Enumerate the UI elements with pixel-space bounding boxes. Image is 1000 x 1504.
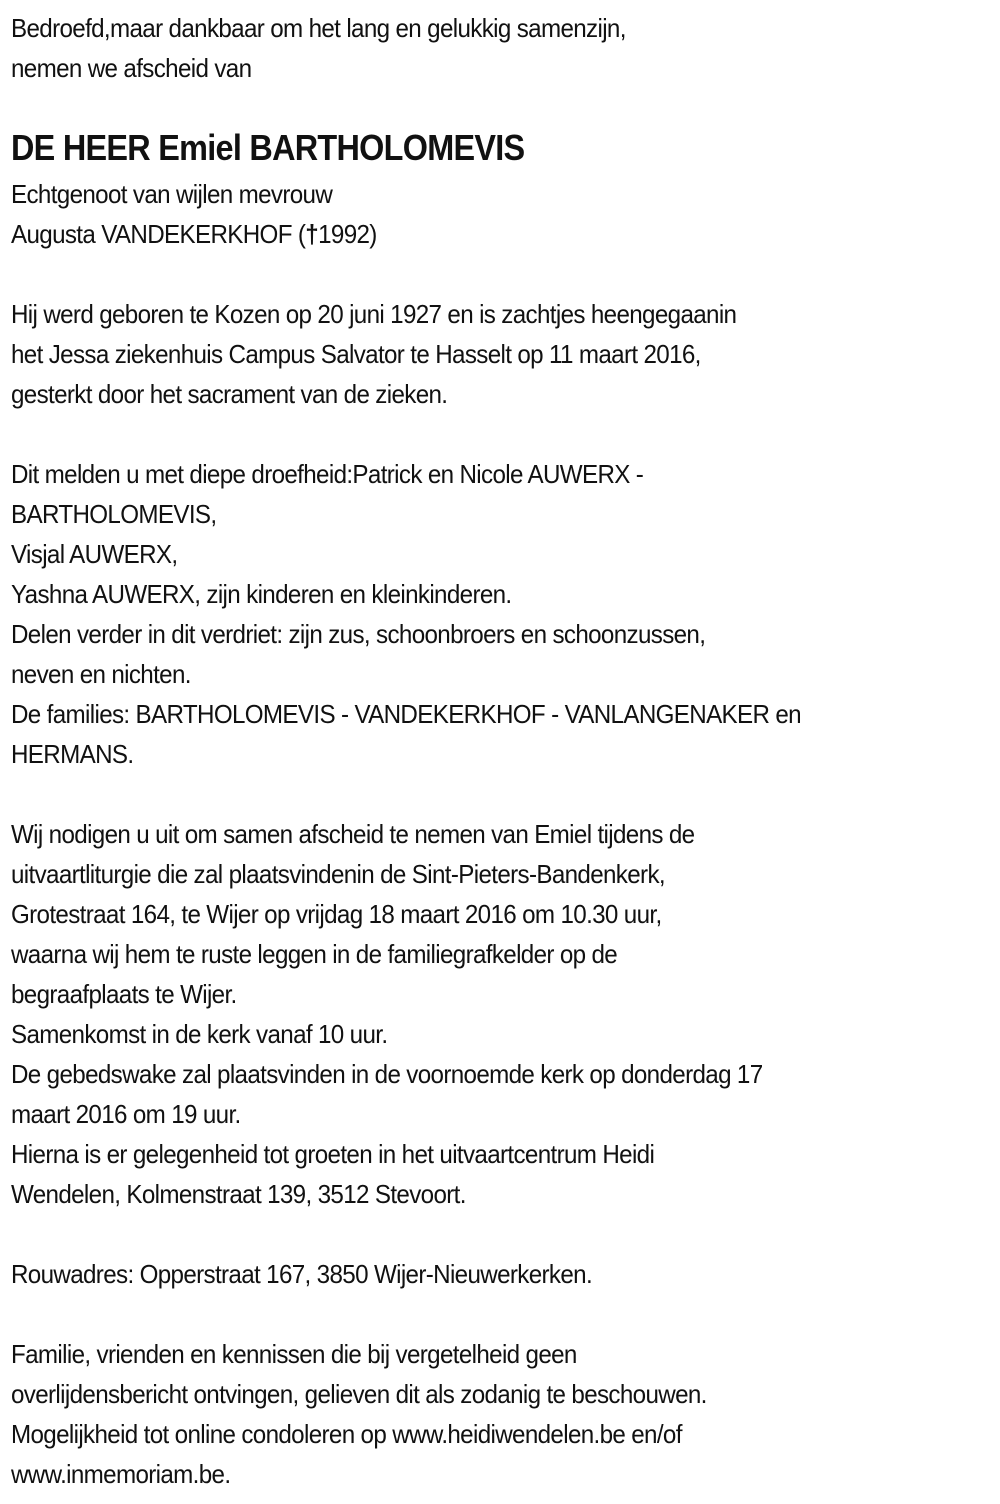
paragraph-line: Visjal AUWERX, [11,539,178,569]
spacer [11,1214,996,1254]
deceased-name-heading: DE HEER Emiel BARTHOLOMEVIS [11,127,525,168]
paragraph-line: Delen verder in dit verdriet: zijn zus, schoonbroers en schoonzussen, [11,619,706,649]
paragraph-line: De gebedswake zal plaatsvinden in de voornoemde kerk op donderdag 17 [11,1059,763,1089]
paragraph-line: Hij werd geboren te Kozen op 20 juni 1927 en is zachtjes heengegaanin [11,299,737,329]
paragraph-line: begraafplaats te Wijer. [11,979,237,1009]
closing-section [11,1334,996,1494]
spacer [11,88,996,128]
paragraph-line: maart 2016 om 19 uur. [11,1099,241,1129]
intro-line: nemen we afscheid van [11,53,252,83]
mourning-address-section [11,1254,996,1294]
paragraph-line: Grotestraat 164, te Wijer op vrijdag 18 maart 2016 om 10.30 uur, [11,899,662,929]
paragraph-line: overlijdensbericht ontvingen, gelieven dit als zodanig te beschouwen. [11,1379,707,1409]
birth-death-section [11,294,996,414]
paragraph-line: Hierna is er gelegenheid tot groeten in het uitvaartcentrum Heidi [11,1139,655,1169]
paragraph-line: gesterkt door het sacrament van de zieken. [11,379,448,409]
spouse-death-year: 1992) [318,219,377,249]
paragraph-line: De families: BARTHOLOMEVIS - VANDEKERKHOF - VANLANGENAKER en [11,699,801,729]
mourning-address: Rouwadres: Opperstraat 167, 3850 Wijer-Nieuwerkerken. [11,1259,593,1289]
paragraph-line: BARTHOLOMEVIS, [11,499,217,529]
spacer [11,1294,996,1334]
paragraph-line: www.inmemoriam.be. [11,1459,231,1489]
paragraph-line: Wij nodigen u uit om samen afscheid te nemen van Emiel tijdens de [11,819,695,849]
family-section [11,454,996,774]
paragraph-line: Mogelijkheid tot online condoleren op www.heidiwendelen.be en/of [11,1419,682,1449]
intro-line: Bedroefd,maar dankbaar om het lang en gelukkig samenzijn, [11,13,626,43]
paragraph-line: neven en nichten. [11,659,191,689]
paragraph-line: Samenkomst in de kerk vanaf 10 uur. [11,1019,388,1049]
spacer [11,414,996,454]
death-notice [11,8,996,1494]
paragraph-line: Familie, vrienden en kennissen die bij vergetelheid geen [11,1339,577,1369]
ceremony-section [11,814,996,1214]
spacer [11,254,996,294]
spacer [11,774,996,814]
spouse-name-line [11,214,927,254]
paragraph-line: Dit melden u met diepe droefheid:Patrick en Nicole AUWERX - [11,459,644,489]
paragraph-line: uitvaartliturgie die zal plaatsvindenin de Sint-Pieters-Bandenkerk, [11,859,665,889]
paragraph-line: het Jessa ziekenhuis Campus Salvator te Hasselt op 11 maart 2016, [11,339,701,369]
paragraph-line: Yashna AUWERX, zijn kinderen en kleinkinderen. [11,579,512,609]
paragraph-line: Wendelen, Kolmenstraat 139, 3512 Stevoort. [11,1179,466,1209]
deceased-section [11,129,996,254]
spouse-line: Echtgenoot van wijlen mevrouw [11,179,333,209]
spouse-name: Augusta VANDEKERKHOF ( [11,219,306,249]
intro-section [11,8,996,88]
paragraph-line: waarna wij hem te ruste leggen in de familiegrafkelder op de [11,939,618,969]
paragraph-line: HERMANS. [11,739,134,769]
cross-icon: † [305,219,319,249]
